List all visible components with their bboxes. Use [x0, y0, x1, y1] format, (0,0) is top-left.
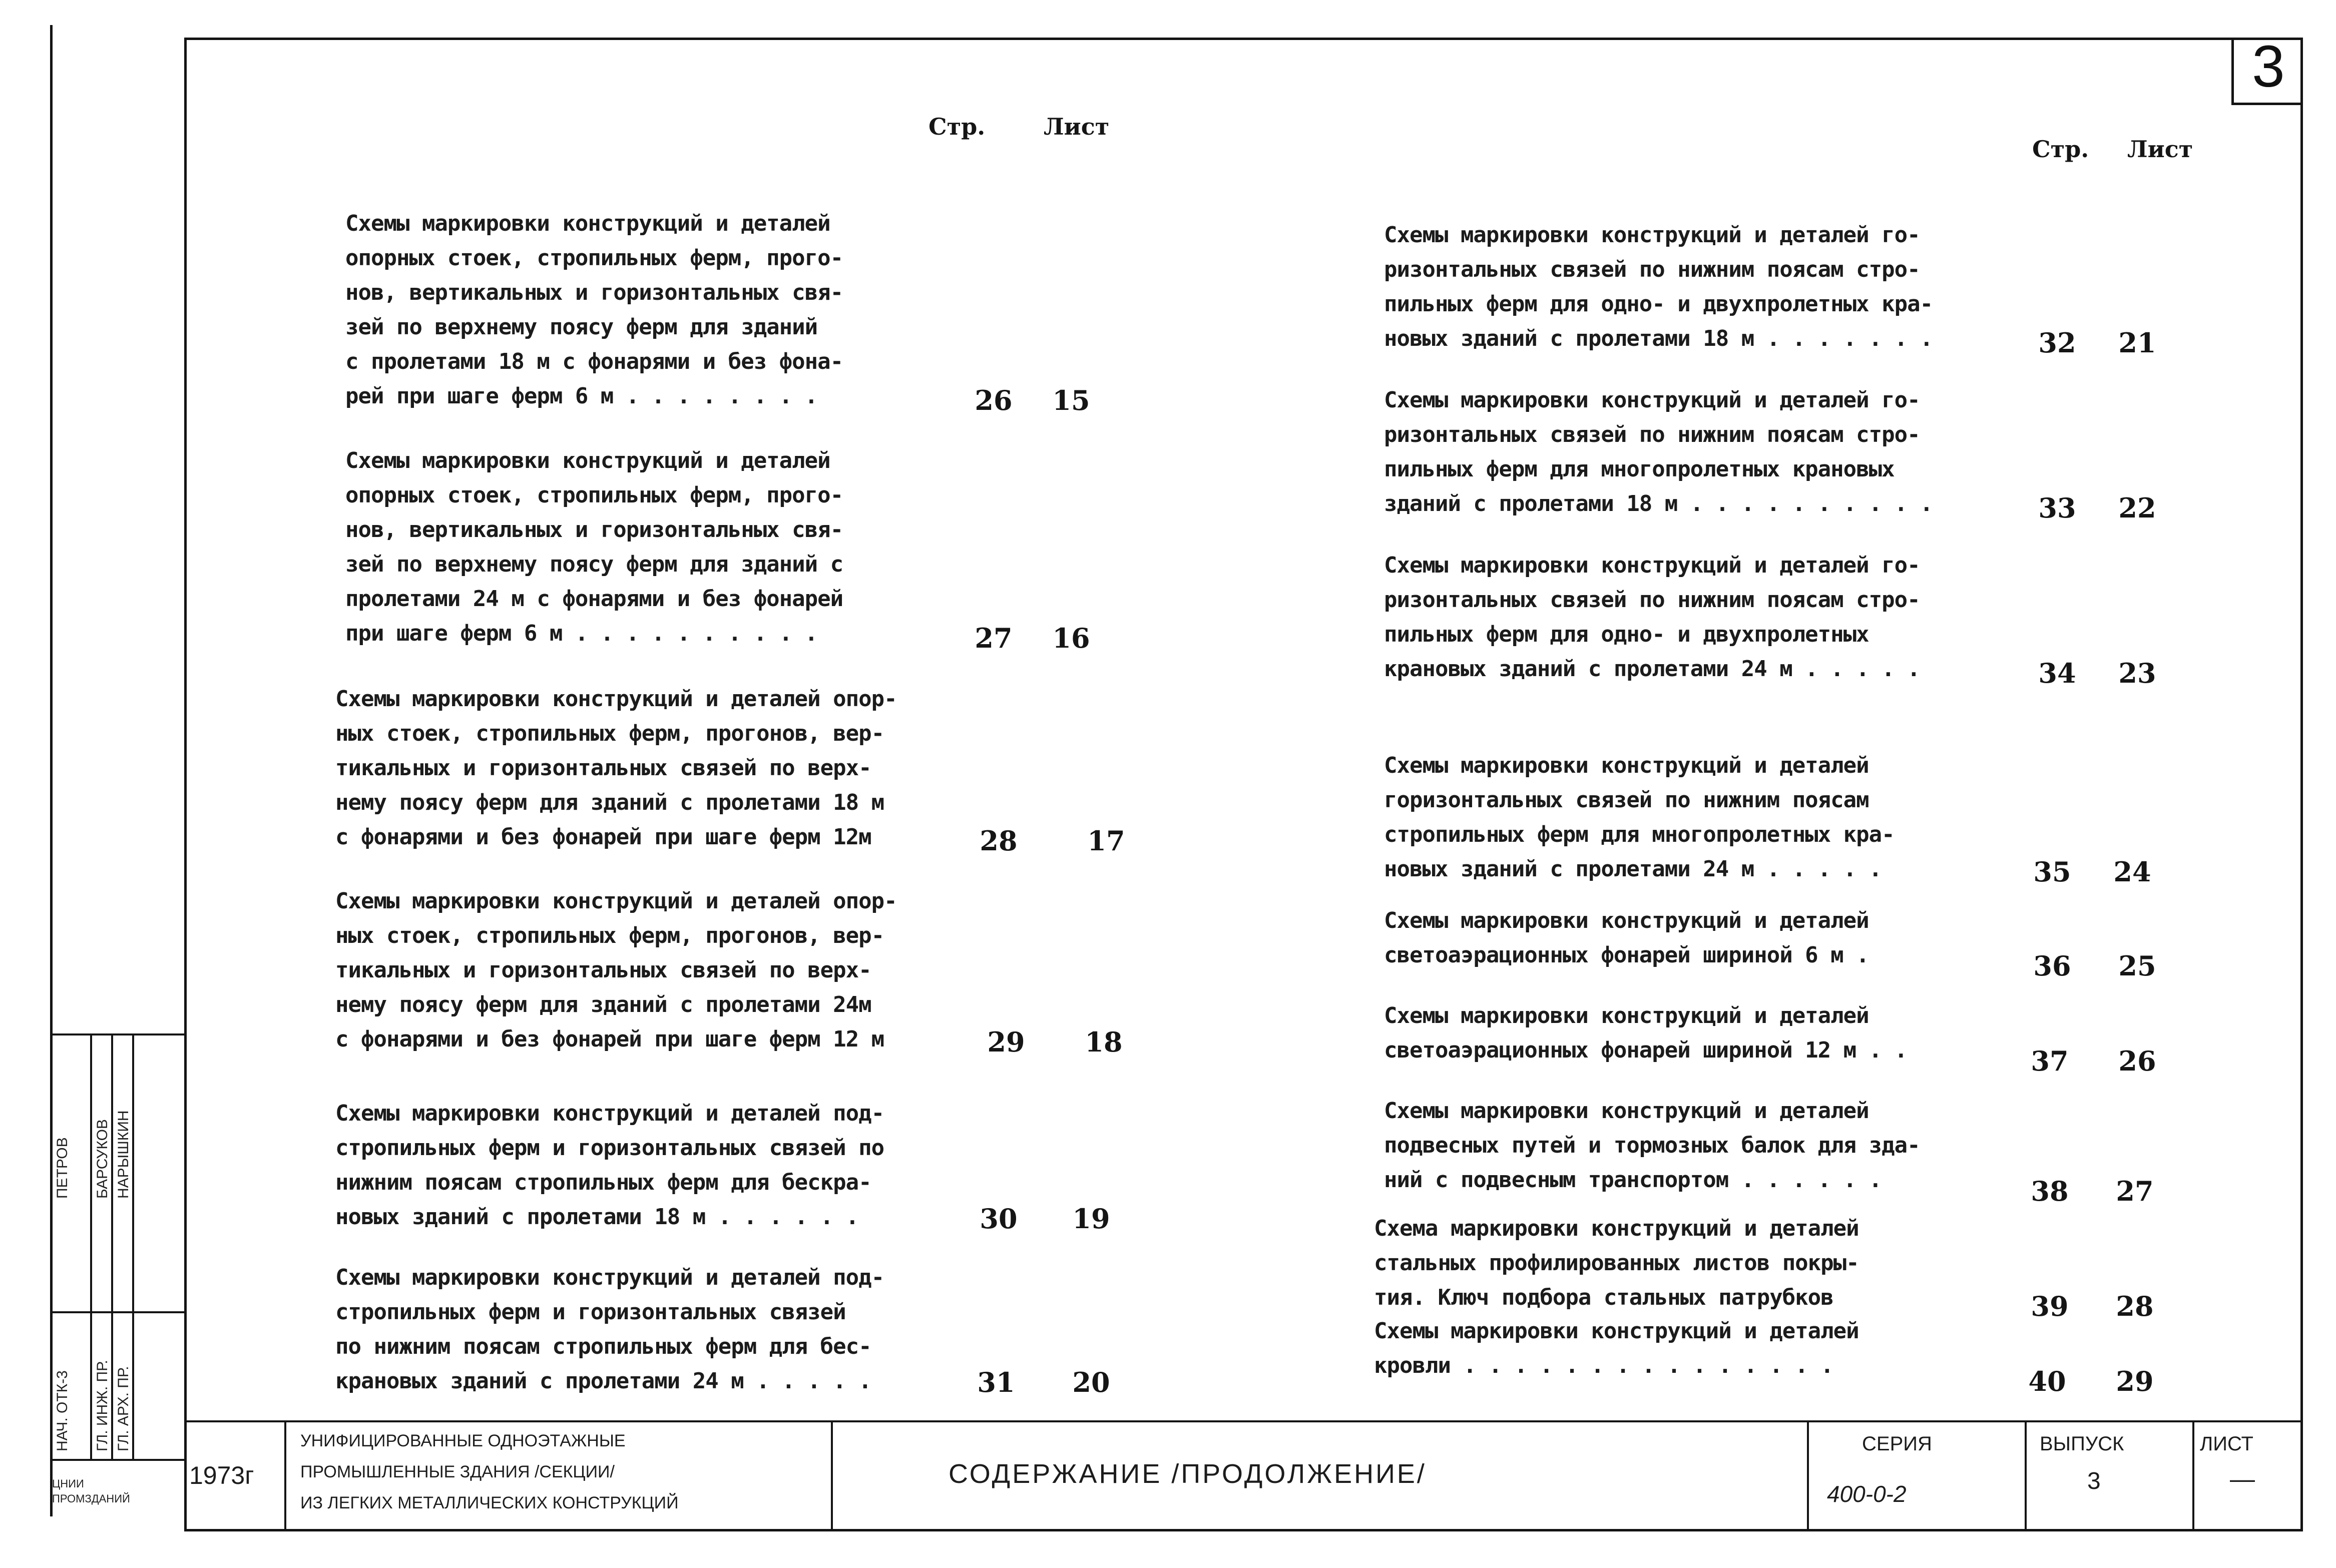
contents-entry-text: Схемы маркировки конструкций и деталей опорных стоек, стропильных ферм, прого- нов, вертикальных и горизонтальных свя- зей по верхнему поясу ферм для зданий с пролетами 18 м с фонарями и без фона- рей при шаге ферм 6 м . . . . . . . . [345, 211, 843, 409]
contents-entry-sheet: 15 [1052, 384, 1090, 416]
contents-entry-page: 37 [2031, 1045, 2069, 1077]
contents-entry-sheet: 17 [1087, 825, 1125, 857]
side-stamp-divider-1 [90, 1033, 92, 1459]
side-stamp-middle [50, 1311, 184, 1313]
contents-entry-page: 30 [980, 1203, 1018, 1235]
right-page-column-header: Стр. [2032, 136, 2089, 163]
side-stamp-role: ГЛ. АРХ. ПР. [115, 1366, 132, 1451]
contents-entry-text: Схемы маркировки конструкций и деталей опор- ных стоек, стропильных ферм, прогонов, вер- тикальных и горизонтальных связей по верх- нему поясу ферм для зданий с пролетами 18 м с фонарями и без фонарей при шаге ферм 12м [335, 686, 897, 850]
title-block-divider-year [284, 1420, 286, 1530]
contents-entry-sheet: 23 [2118, 657, 2156, 689]
title-block-divider-series [2025, 1420, 2027, 1530]
side-stamp-top [50, 1033, 184, 1035]
side-stamp-organization: ЦНИИ ПРОМЗДАНИЙ [52, 1477, 130, 1505]
side-stamp-role: ГЛ. ИНЖ. ПР. [94, 1360, 111, 1451]
contents-entry-page: 39 [2031, 1290, 2069, 1322]
title-block-divider-project [831, 1420, 833, 1530]
side-stamp-role: НАЧ. ОТК-3 [54, 1370, 71, 1451]
contents-entry-page: 29 [987, 1026, 1025, 1058]
contents-entry-sheet: 20 [1072, 1366, 1110, 1398]
frame-left-inner [184, 38, 187, 1531]
contents-entry-text: Схемы маркировки конструкций и деталей опор- ных стоек, стропильных ферм, прогонов, вер- тикальных и горизонтальных связей по верх- нему поясу ферм для зданий с пролетами 24м с фонарями и без фонарей при шаге ферм 12 м [335, 888, 897, 1052]
title-block-series-label: СЕРИЯ [1862, 1433, 1932, 1455]
contents-entry-sheet: 19 [1072, 1203, 1110, 1235]
contents-entry-sheet: 18 [1085, 1026, 1123, 1058]
contents-entry-page: 27 [975, 622, 1013, 654]
contents-entry-sheet: 28 [2116, 1290, 2154, 1322]
contents-entry-sheet: 24 [2113, 856, 2151, 888]
title-block-top [184, 1420, 2303, 1422]
contents-entry-sheet: 27 [2116, 1175, 2154, 1207]
contents-entry-page: 26 [975, 384, 1013, 416]
contents-entry-text: Схемы маркировки конструкций и деталей под- стропильных ферм и горизонтальных связей по нижним поясам стропильных ферм для бескра- новых зданий с пролетами 18 м . . . . . . [335, 1101, 884, 1230]
side-stamp-lower [50, 1459, 184, 1461]
contents-entry-sheet: 22 [2118, 492, 2156, 524]
contents-entry-sheet: 16 [1052, 622, 1090, 654]
contents-entry-page: 36 [2033, 950, 2071, 982]
contents-entry-page: 33 [2038, 492, 2076, 524]
title-block-issue-label: ВЫПУСК [2040, 1433, 2124, 1455]
contents-entry-text: Схемы маркировки конструкций и деталей под- стропильных ферм и горизонтальных связей по нижним поясам стропильных ферм для бес- крановых зданий с пролетами 24 м . . . . . [335, 1265, 884, 1394]
title-block-project-title: УНИФИЦИРОВАННЫЕ ОДНОЭТАЖНЫЕ ПРОМЫШЛЕННЫЕ ЗДАНИЯ /СЕКЦИИ/ ИЗ ЛЕГКИХ МЕТАЛЛИЧЕСКИХ КОНСТРУКЦИЙ [300, 1431, 679, 1512]
frame-bottom [184, 1529, 2303, 1531]
title-block-issue-value: 3 [2087, 1468, 2101, 1494]
contents-entry-page: 28 [980, 825, 1018, 857]
title-block-sheet-label: ЛИСТ [2200, 1433, 2253, 1455]
page-number: 3 [2252, 34, 2285, 100]
side-stamp-divider-3 [132, 1033, 134, 1459]
left-sheet-column-header: Лист [1044, 113, 1110, 140]
contents-entry-text: Схемы маркировки конструкций и деталей го- ризонтальных связей по нижним поясам стро- пильных ферм для одно- и двухпролетных крановых зданий с пролетами 24 м . . . . . [1384, 553, 1920, 682]
contents-entry-page: 32 [2038, 327, 2076, 359]
title-block-sheet-value: — [2230, 1465, 2255, 1493]
contents-entry-text: Схемы маркировки конструкций и деталей светоаэрационных фонарей шириной 6 м . [1384, 908, 1869, 968]
contents-entry-text: Схемы маркировки конструкций и деталей подвесных путей и тормозных балок для зда- ний с подвесным транспортом . . . . . . [1384, 1098, 1920, 1193]
title-block-series-value: 400-0-2 [1827, 1481, 1907, 1507]
side-stamp-divider-2 [111, 1033, 113, 1459]
contents-entry-page: 31 [977, 1366, 1015, 1398]
contents-entry-text: Схема маркировки конструкций и деталей стальных профилированных листов покры- тия. Ключ подбора стальных патрубков [1374, 1216, 1859, 1310]
frame-right [2300, 38, 2303, 1531]
frame-top [184, 38, 2301, 40]
contents-entry-sheet: 26 [2118, 1045, 2156, 1077]
title-block-divider-title [1807, 1420, 1809, 1530]
contents-entry-sheet: 21 [2118, 327, 2156, 359]
side-stamp-name: НАРЫШКИН [115, 1110, 132, 1199]
right-sheet-column-header: Лист [2127, 136, 2193, 163]
side-stamp-name: ПЕТРОВ [54, 1137, 71, 1199]
contents-entry-text: Схемы маркировки конструкций и деталей горизонтальных связей по нижним поясам стропильных ферм для многопролетных кра- новых зданий с пролетами 24 м . . . . . [1384, 753, 1895, 882]
contents-entry-page: 40 [2028, 1365, 2066, 1397]
title-block-sheet-title: СОДЕРЖАНИЕ /ПРОДОЛЖЕНИЕ/ [949, 1459, 1427, 1489]
contents-entry-page: 38 [2031, 1175, 2069, 1207]
contents-entry-text: Схемы маркировки конструкций и деталей кровли . . . . . . . . . . . . . . . [1374, 1318, 1859, 1378]
contents-entry-text: Схемы маркировки конструкций и деталей го- ризонтальных связей по нижним поясам стро- пильных ферм для многопролетных крановых зданий с пролетами 18 м . . . . . . . . . . [1384, 387, 1933, 516]
left-page-column-header: Стр. [928, 113, 986, 140]
contents-entry-text: Схемы маркировки конструкций и деталей светоаэрационных фонарей шириной 12 м . . [1384, 1003, 1908, 1063]
contents-entry-text: Схемы маркировки конструкций и деталей опорных стоек, стропильных ферм, прого- нов, вертикальных и горизонтальных свя- зей по верхнему поясу ферм для зданий с пролетами 24 м с фонарями и без фонарей при шаге ферм 6 м . . . . . . . . . . [345, 448, 843, 646]
title-block-divider-issue [2192, 1420, 2194, 1530]
contents-entry-page: 35 [2033, 856, 2071, 888]
side-stamp-name: БАРСУКОВ [94, 1119, 111, 1199]
title-block-year: 1973г [189, 1461, 254, 1489]
contents-entry-sheet: 25 [2118, 950, 2156, 982]
contents-entry-text: Схемы маркировки конструкций и деталей го- ризонтальных связей по нижним поясам стро- пильных ферм для одно- и двухпролетных кра- новых зданий с пролетами 18 м . . . . . . . [1384, 222, 1933, 351]
contents-entry-page: 34 [2038, 657, 2076, 689]
contents-entry-sheet: 29 [2116, 1365, 2154, 1397]
frame-left-outer [50, 25, 53, 1516]
